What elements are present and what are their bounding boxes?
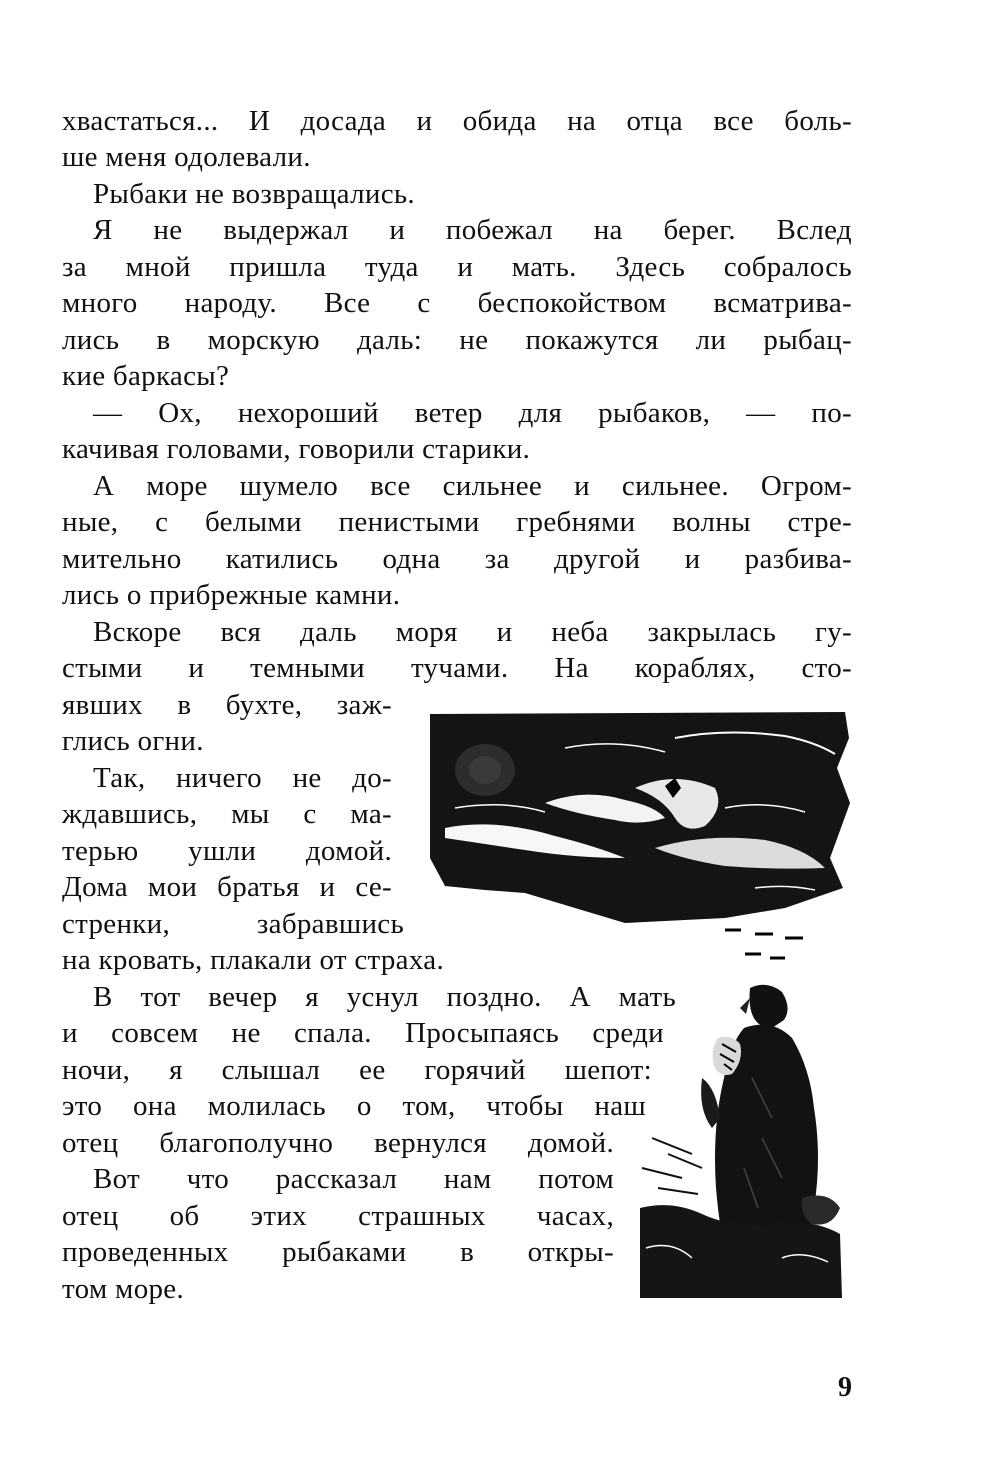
text-line: ночи, я слышал ее горячий шепот:	[62, 1054, 652, 1086]
text-line: лись о прибрежные камни.	[62, 579, 401, 611]
text-line: ждавшись, мы с ма-	[62, 798, 392, 830]
text-line: Вот что рассказал нам потом	[93, 1163, 614, 1195]
text-line: глись огни.	[62, 725, 204, 757]
text-line: том море.	[62, 1273, 185, 1305]
text-line: В тот вечер я уснул поздно. А мать	[93, 981, 676, 1013]
text-line: отец благополучно вернулся домой.	[62, 1127, 614, 1159]
text-line: ше меня одолевали.	[62, 141, 311, 173]
text-line: это она молилась о том, чтобы наш	[62, 1090, 646, 1122]
text-line: качивая головами, говорили старики.	[62, 433, 531, 465]
text-line: за мной пришла туда и мать. Здесь собралось	[62, 251, 852, 283]
text-line: Дома мои братья и се-	[62, 871, 392, 903]
text-line: на кровать, плакали от страха.	[62, 944, 444, 976]
text-line: стыми и темными тучами. На кораблях, сто-	[62, 652, 852, 684]
text-line: — Ох, нехороший ветер для рыбаков, — по-	[93, 397, 852, 429]
stormy-sea-illustration	[425, 708, 855, 968]
text-line: явших в бухте, заж-	[62, 689, 392, 721]
text-line: Так, ничего не до-	[93, 762, 392, 794]
text-line: ные, с белыми пенистыми гребнями волны стре-	[62, 506, 852, 538]
text-line: мительно катились одна за другой и разбива-	[62, 543, 852, 575]
page-number: 9	[838, 1372, 852, 1403]
text-line: стренки, забравшись	[62, 908, 404, 940]
text-line: хвастаться... И досада и обида на отца все боль-	[62, 105, 852, 137]
text-line: лись в морскую даль: не покажутся ли рыбац-	[62, 324, 852, 356]
text-line: А море шумело все сильнее и сильнее. Огром-	[93, 470, 852, 502]
text-line: Я не выдержал и побежал на берег. Вслед	[93, 214, 852, 246]
text-line: проведенных рыбаками в откры-	[62, 1236, 614, 1268]
text-line: и совсем не спала. Просыпаясь среди	[62, 1017, 664, 1049]
text-line: терью ушли домой.	[62, 835, 392, 867]
text-line: Вскоре вся даль моря и неба закрылась гу-	[93, 616, 852, 648]
text-line: отец об этих страшных часах,	[62, 1200, 614, 1232]
text-line: много народу. Все с беспокойством всматрива-	[62, 287, 852, 319]
text-line: Рыбаки не возвращались.	[93, 178, 415, 210]
woman-figure-illustration	[632, 978, 847, 1308]
text-line: кие баркасы?	[62, 360, 230, 392]
